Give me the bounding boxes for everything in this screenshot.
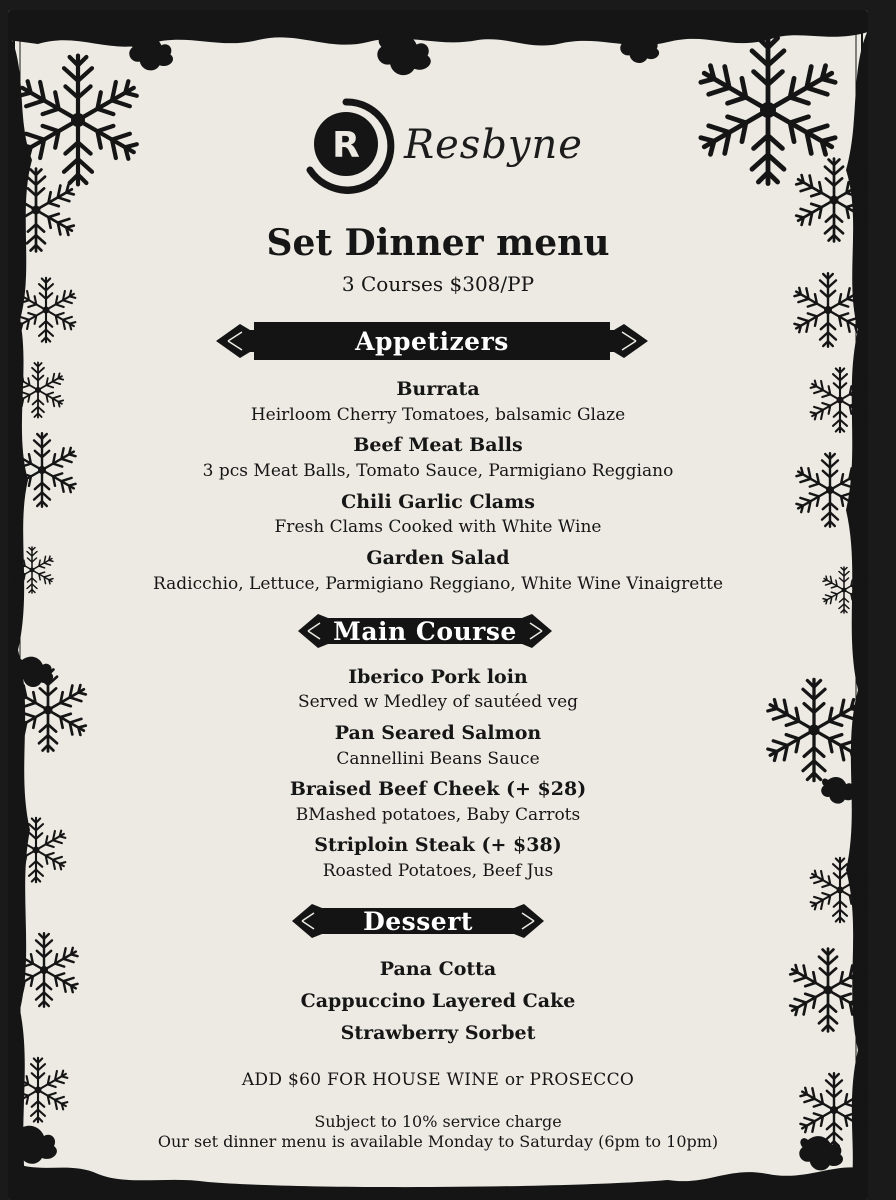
menu-price: 3 Courses $308/PP <box>341 272 535 296</box>
menu-item-name: Chili Garlic Clams <box>341 491 535 513</box>
logo-letter: R <box>332 125 360 166</box>
menu-item-name: Pana Cotta <box>379 958 497 980</box>
menu-item-description: Cannellini Beans Sauce <box>336 749 540 769</box>
brand-name: Resbyne <box>404 122 583 168</box>
menu-item-name: Striploin Steak (+ $38) <box>314 834 562 856</box>
menu-item-name: Pan Seared Salmon <box>334 722 542 744</box>
wine-addon-note: ADD $60 FOR HOUSE WINE or PROSECCO <box>241 1070 635 1090</box>
main-course-banner <box>298 610 552 652</box>
menu-item-name: Iberico Pork loin <box>348 666 528 688</box>
menu-item-description: Served w Medley of sautéed veg <box>297 692 579 712</box>
menu-title: Set Dinner menu <box>266 222 610 264</box>
menu-item-name: Strawberry Sorbet <box>340 1022 536 1044</box>
menu-item-description: Fresh Clams Cooked with White Wine <box>274 517 602 537</box>
availability-note: Our set dinner menu is available Monday to Saturday (6pm to 10pm) <box>157 1132 719 1151</box>
menu-item-description: BMashed potatoes, Baby Carrots <box>295 805 581 825</box>
menu-item-description: Heirloom Cherry Tomatoes, balsamic Glaze <box>250 405 626 425</box>
menu-item-name: Garden Salad <box>366 547 510 569</box>
restaurant-logo-icon <box>296 96 396 196</box>
menu-card <box>8 10 868 1200</box>
menu-item-description: Radicchio, Lettuce, Parmigiano Reggiano, White Wine Vinaigrette <box>152 574 724 594</box>
menu-item-description: Roasted Potatoes, Beef Jus <box>322 861 554 881</box>
service-charge-note: Subject to 10% service charge <box>314 1112 562 1131</box>
menu-item-name: Beef Meat Balls <box>353 434 523 456</box>
menu-item-name: Burrata <box>396 378 480 400</box>
menu-item-name: Cappuccino Layered Cake <box>300 990 576 1012</box>
section-heading-dessert: Dessert <box>363 907 473 936</box>
dessert-banner <box>292 900 544 942</box>
appetizers-banner <box>216 320 648 362</box>
menu-item-name: Braised Beef Cheek (+ $28) <box>289 778 587 800</box>
menu-item-description: 3 pcs Meat Balls, Tomato Sauce, Parmigiano Reggiano <box>202 461 674 481</box>
section-heading-appetizers: Appetizers <box>355 327 509 356</box>
section-heading-main-course: Main Course <box>333 617 517 646</box>
